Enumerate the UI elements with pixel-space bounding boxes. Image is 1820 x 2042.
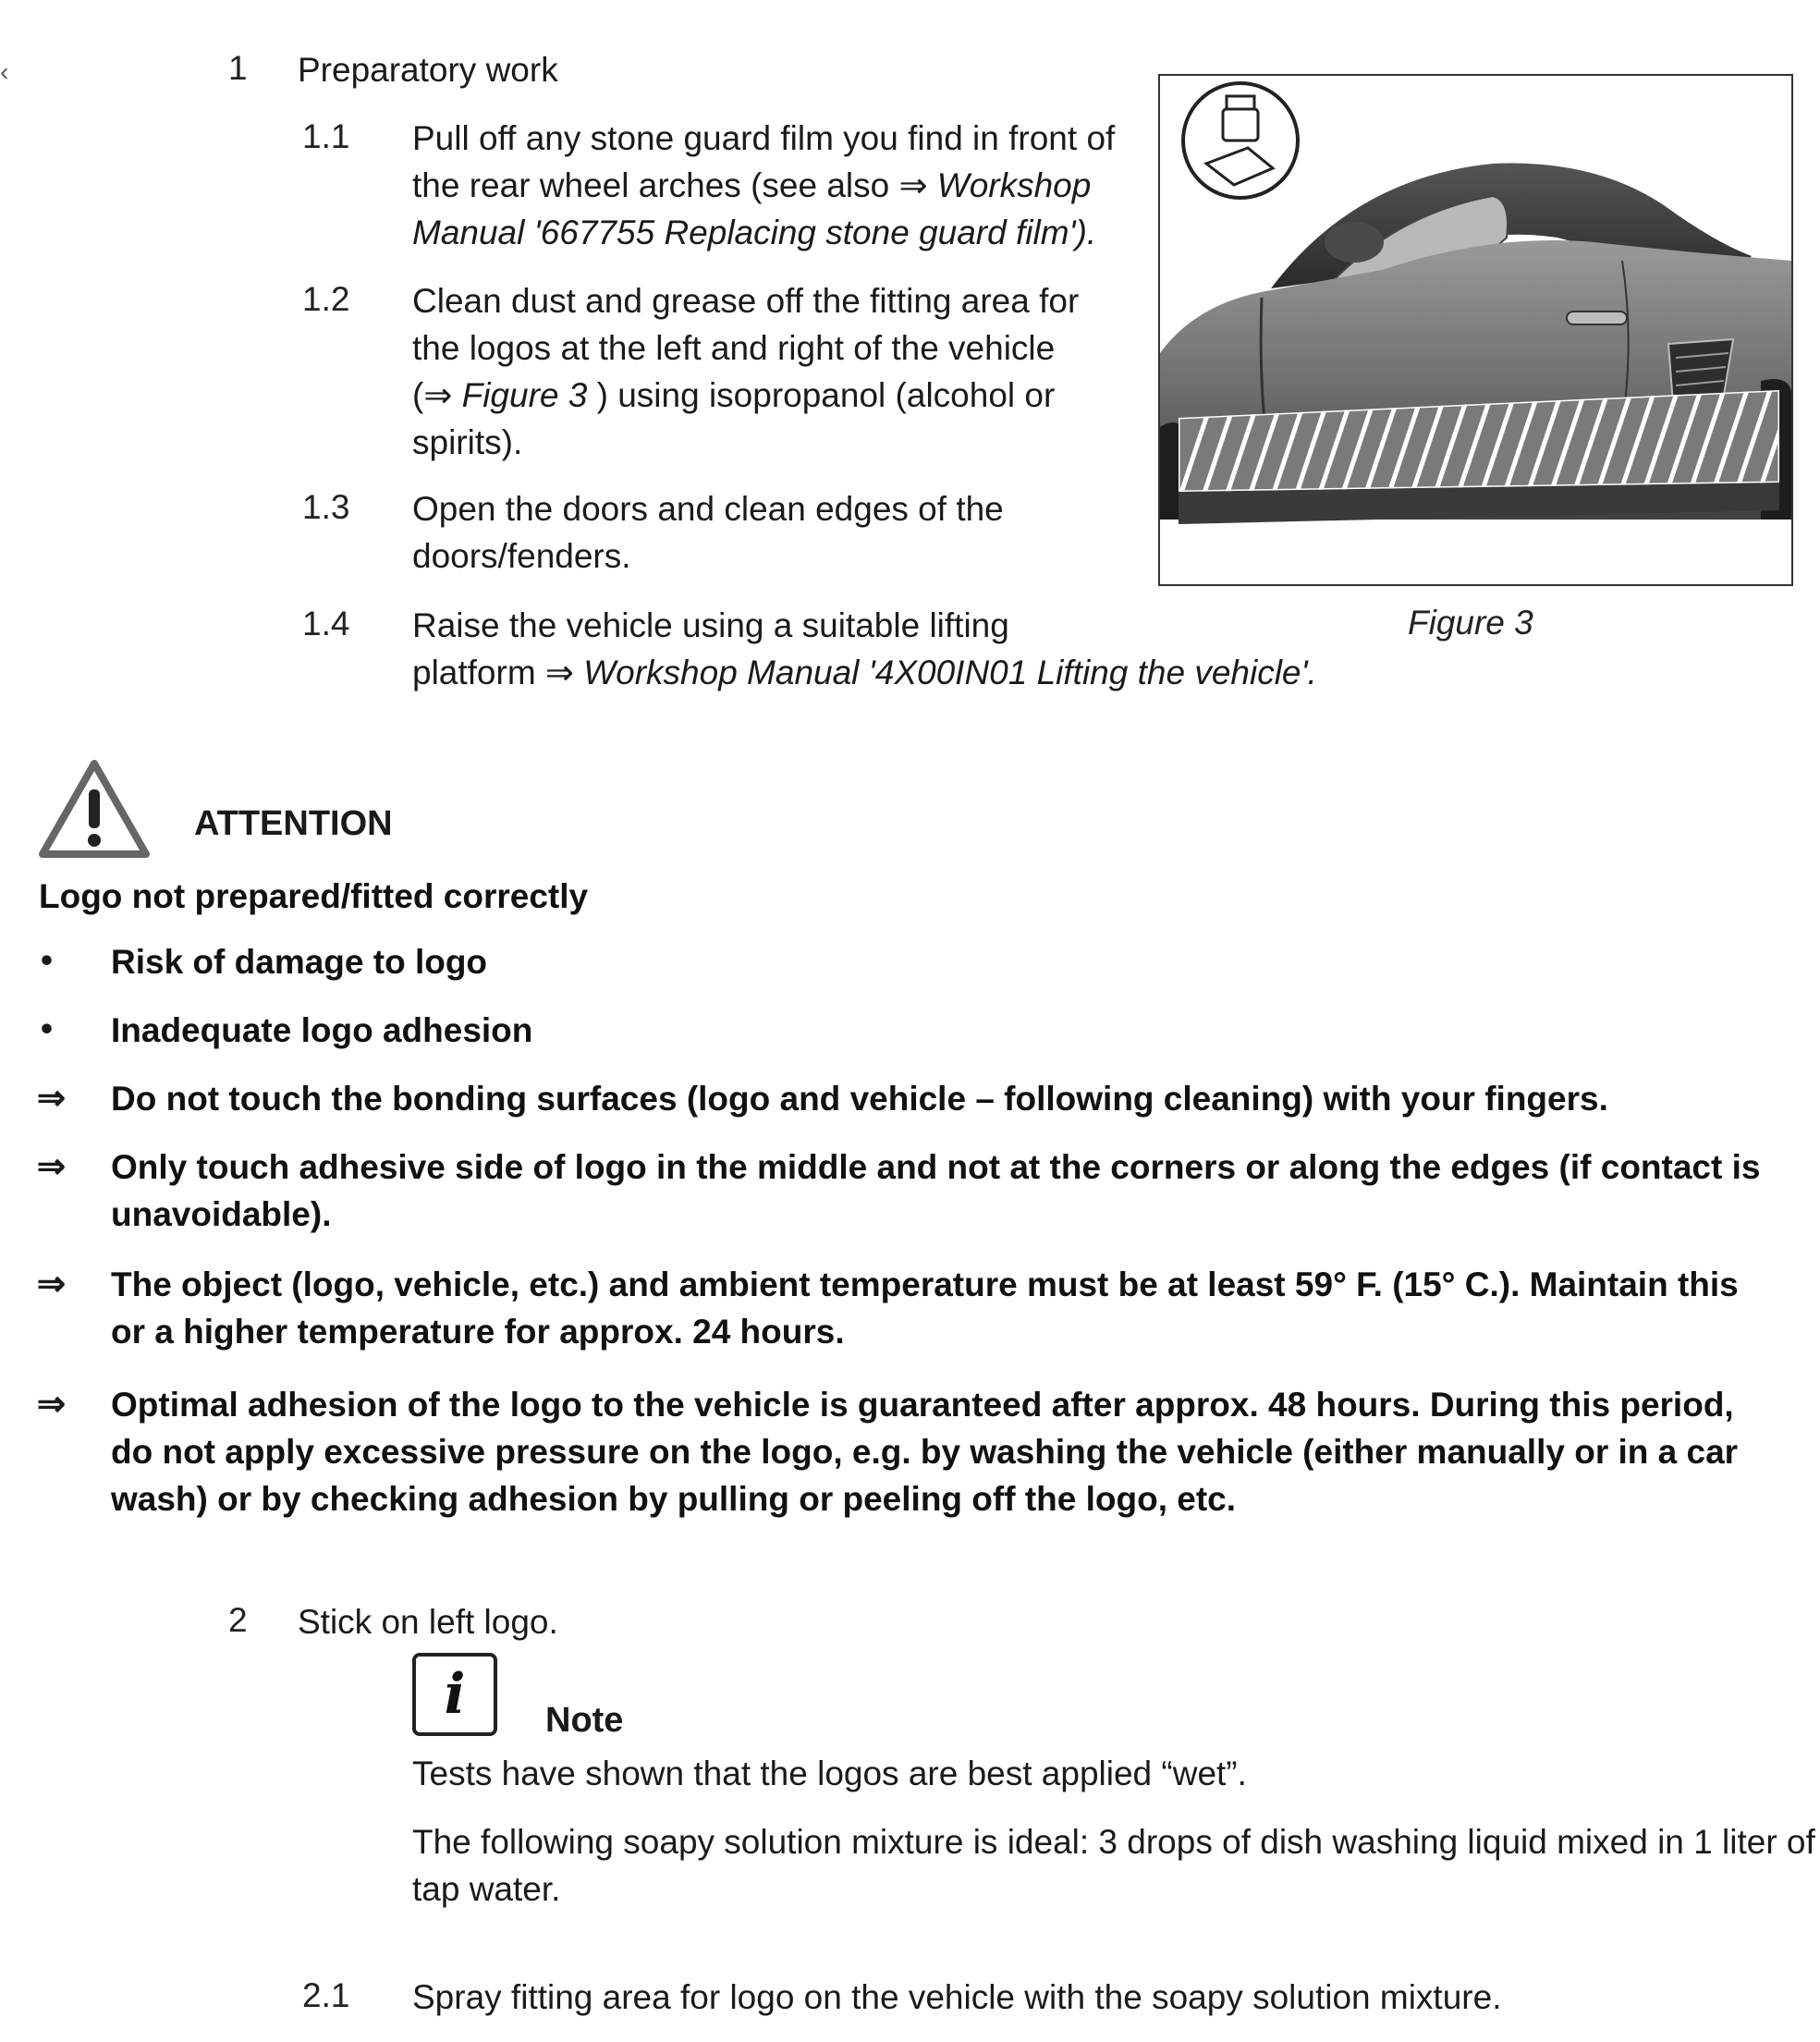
note-heading: Note: [545, 1701, 624, 1740]
instruction-item: [111, 1381, 1738, 1522]
figure-link[interactable]: Figure 3: [461, 376, 588, 414]
substep-text: Spray fitting area for logo on the vehicle with the soapy solution mixture.: [412, 1978, 1502, 2016]
workshop-manual-link[interactable]: Workshop Manual '4X00IN01 Lifting the vehicle'.: [583, 654, 1317, 691]
figure-3-image: [1158, 74, 1793, 586]
substep-number: 2.1: [302, 1976, 350, 2014]
step-number: 1: [228, 49, 248, 87]
text-line: [412, 372, 1079, 419]
substep-text: [412, 602, 1317, 696]
substep-text: [412, 485, 1004, 580]
text-span: platform ⇒: [412, 654, 584, 691]
text-line: [412, 649, 1317, 696]
text-line: tap water.: [412, 1870, 561, 1908]
substep-number: 1.2: [302, 280, 350, 318]
instruction-item: [111, 1075, 1608, 1122]
arrow-glyph: ⇒: [37, 1265, 67, 1302]
attention-heading: ATTENTION: [194, 804, 393, 843]
text-line: do not apply excessive pressure on the logo, e.g. by washing the vehicle (either manually or in a car: [111, 1433, 1739, 1471]
arrow-glyph: ⇒: [37, 1385, 67, 1423]
text-line: the logos at the left and right of the vehicle: [412, 329, 1056, 367]
text-span: the rear wheel arches (see also ⇒: [412, 166, 937, 204]
arrow-glyph: ⇒: [37, 1079, 67, 1117]
text-span: ) using isopropanol (alcohol or: [587, 376, 1056, 414]
text-line: Only touch adhesive side of logo in the middle and not at the corners or along the edges (if contact is: [111, 1148, 1761, 1186]
text-line: unavoidable).: [111, 1195, 332, 1233]
note-paragraph: [412, 1818, 1815, 1913]
cleaning-supplies-icon: [1183, 83, 1298, 198]
instruction-item: [111, 1261, 1739, 1355]
substep-number: 1.1: [302, 117, 350, 155]
text-line: wash) or by checking adhesion by pulling or peeling off the logo, etc.: [111, 1480, 1237, 1518]
text-line: doors/fenders.: [412, 537, 631, 575]
step-number: 2: [228, 1601, 248, 1639]
text-line: The object (logo, vehicle, etc.) and ambient temperature must be at least 59° F. (15° C.). Maintain this: [111, 1266, 1739, 1303]
step-title: Stick on left logo.: [298, 1603, 558, 1641]
door-handle: [1567, 312, 1627, 324]
text-span: (⇒: [412, 376, 462, 414]
bullet-glyph: •: [41, 941, 53, 979]
text-line: Pull off any stone guard film you find in front of: [412, 119, 1116, 157]
text-line: Raise the vehicle using a suitable lifting: [412, 606, 1009, 644]
attention-subheading: Logo not prepared/fitted correctly: [39, 877, 589, 915]
text-line: The following soapy solution mixture is ideal: 3 drops of dish washing liquid mixed in 1 liter of: [412, 1823, 1815, 1861]
bullet-glyph: •: [41, 1009, 53, 1047]
bullet-item: Inadequate logo adhesion: [111, 1011, 533, 1049]
text-line: or a higher temperature for approx. 24 hours.: [111, 1313, 845, 1351]
substep-text: [412, 115, 1115, 256]
car-side-illustration: [1160, 76, 1791, 584]
text-line: Do not touch the bonding surfaces (logo and vehicle – following cleaning) with your fingers.: [111, 1080, 1608, 1118]
text-line: Manual '667755 Replacing stone guard film').: [412, 214, 1097, 251]
info-icon: [412, 1653, 497, 1736]
substep-number: 1.3: [302, 488, 350, 526]
text-line: Clean dust and grease off the fitting area for: [412, 282, 1080, 320]
instruction-item: [111, 1143, 1760, 1238]
text-line: spirits).: [412, 423, 523, 461]
side-mirror: [1325, 222, 1384, 263]
text-line: Open the doors and clean edges of the: [412, 490, 1004, 528]
text-line: [412, 162, 1115, 209]
warning-triangle-icon: [37, 758, 152, 860]
substep-text: [412, 277, 1079, 466]
text-line: Optimal adhesion of the logo to the vehicle is guaranteed after approx. 48 hours. During this period,: [111, 1386, 1734, 1424]
step-title: Preparatory work: [298, 51, 558, 89]
arrow-glyph: ⇒: [37, 1147, 67, 1185]
note-paragraph: Tests have shown that the logos are best applied “wet”.: [412, 1755, 1247, 1792]
bullet-item: Risk of damage to logo: [111, 943, 488, 981]
workshop-manual-link[interactable]: Workshop: [936, 166, 1092, 204]
substep-number: 1.4: [302, 605, 350, 642]
info-glyph: i: [444, 1662, 466, 1727]
margin-mark: ‹: [0, 57, 9, 86]
figure-caption: Figure 3: [1408, 604, 1533, 642]
